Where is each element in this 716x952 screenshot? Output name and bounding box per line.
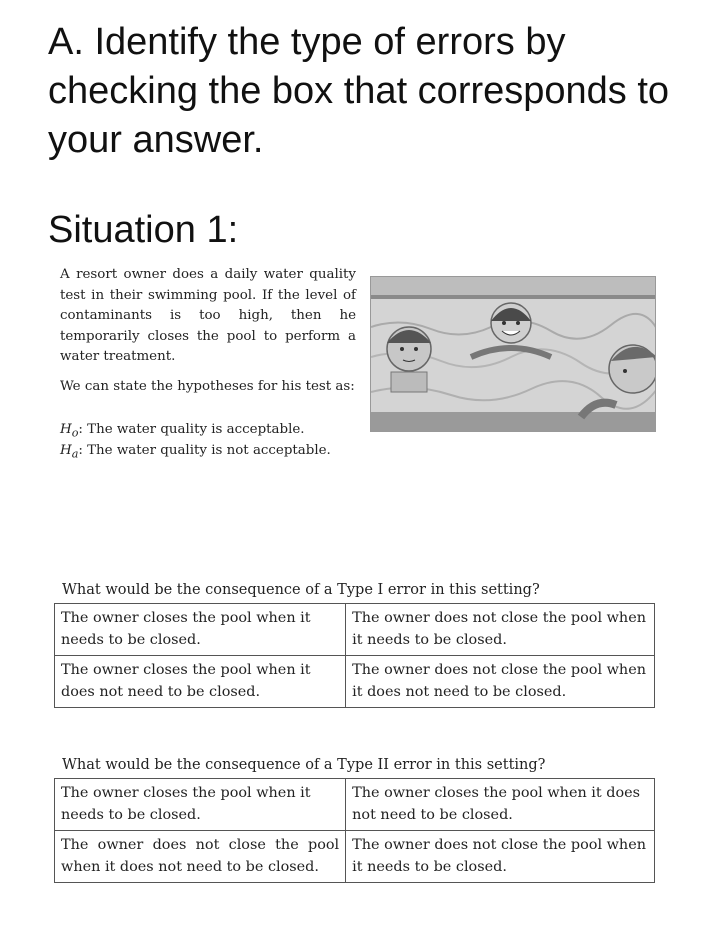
answer-option[interactable]: The owner does not close the pool when it does not need to be closed. — [55, 831, 346, 883]
answer-option[interactable]: The owner does not close the pool when it needs to be closed. — [346, 831, 655, 883]
null-hypothesis: $H_o$: The water quality is acceptable. — [60, 422, 305, 440]
table-row — [55, 604, 655, 656]
type-two-question: What would be the consequence of a Type II error in this setting? — [62, 757, 546, 773]
situation-title: Situation 1: — [48, 209, 239, 251]
alternative-hypothesis: $H_a$: The water quality is not acceptable. — [60, 443, 331, 461]
table-row — [55, 779, 655, 831]
answer-option[interactable]: The owner closes the pool when it needs to be closed. — [55, 779, 346, 831]
swimming-pool-photo — [370, 276, 656, 432]
answer-option[interactable]: The owner does not close the pool when it does not need to be closed. — [346, 656, 655, 708]
type-one-question: What would be the consequence of a Type I error in this setting? — [62, 582, 540, 598]
answer-option[interactable]: The owner does not close the pool when it needs to be closed. — [346, 604, 655, 656]
type-two-answer-table — [54, 778, 655, 883]
table-row — [55, 831, 655, 883]
section-heading: A. Identify the type of errors by checking the box that corresponds to your answer. — [48, 21, 670, 161]
answer-option[interactable]: The owner closes the pool when it does not need to be closed. — [55, 656, 346, 708]
situation-paragraph: A resort owner does a daily water quality test in their swimming pool. If the level of contaminants is too high, then he temporarily closes the pool to perform a water treatment. — [60, 267, 356, 364]
answer-option[interactable]: The owner closes the pool when it needs to be closed. — [55, 604, 346, 656]
table-row — [55, 656, 655, 708]
type-one-answer-table — [54, 603, 655, 708]
pool-children-illustration — [371, 277, 656, 432]
answer-option[interactable]: The owner closes the pool when it does not need to be closed. — [346, 779, 655, 831]
hypotheses-intro: We can state the hypotheses for his test as: — [60, 379, 355, 394]
